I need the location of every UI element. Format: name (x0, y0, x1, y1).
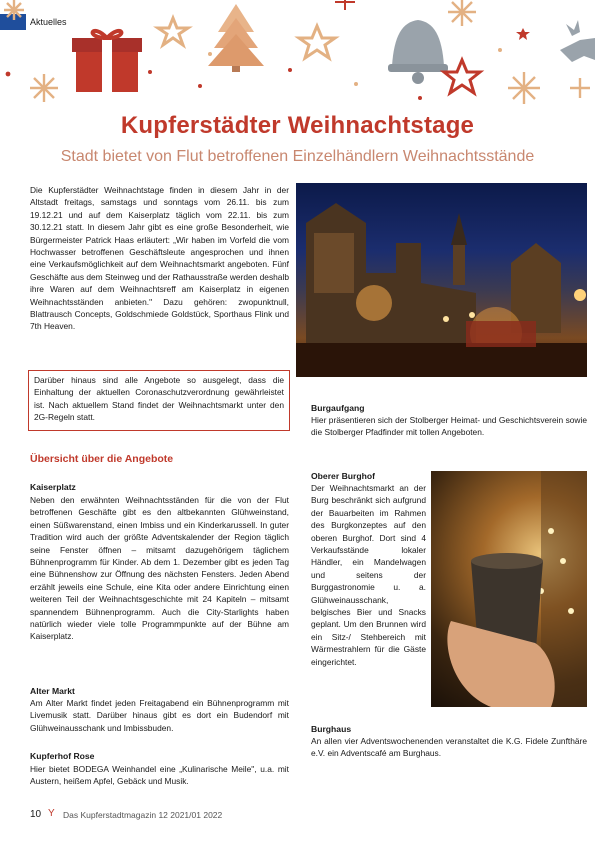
kaiserplatz-text: Neben den erwähnten Weihnachtsständen für die von der Flut betroffenen Geschäfte gibt es den altbekannten Glühweinstand, einen Süßwarenstand, einen Imbiss und ein Kinderkarussell. In guter Tradition wird auch der größte Adventskalender der Region täglich seine Fenster öffnen – mitsamt dazugehörigem täglichem Bühnenprogramm für Kinder. Ab dem 1. Dezember gibt es jeden Tag eine Bühnenshow zur Öffnung des nächsten Fensters. Jeden Abend erzählt jeweils eine Schule, eine Kita oder andere Einrichtung einen weiteren Teil der Weihnachtsgeschichte mit 24 Kapiteln – mitsamt spannendem Bühnenprogramm. Auch die City-Starlights haben natürlich wieder viele tolle Programmpunkte auf der Bühne am Kaiserplatz. (30, 495, 289, 642)
kaiserplatz-heading: Kaiserplatz (30, 482, 76, 492)
section-label: Aktuelles (30, 17, 67, 27)
burgaufgang-text: Hier präsentieren sich der Stolberger Heimat- und Geschichtsverein sowie die Stolberger Pfadfinder mit tollen Angeboten. (311, 415, 587, 438)
christmas-decoration (0, 0, 595, 110)
oberer-burghof-heading: Oberer Burghof (311, 471, 375, 481)
burgaufgang-heading: Burgaufgang (311, 403, 365, 413)
mug-illustration (431, 471, 587, 707)
alter-markt-text: Am Alter Markt findet jeden Freitagabend ein Bühnenprogramm mit Livemusik statt. Darüber hinaus gibt es dort ein Budendorf mit Glühweinausschank und Imbissbuden. (30, 698, 289, 733)
dots-decoration (6, 68, 422, 100)
kupferhof-rose-heading: Kupferhof Rose (30, 751, 95, 761)
star-icon (444, 60, 480, 93)
footer-mark: Y (48, 808, 55, 819)
gift-icon (72, 31, 142, 92)
castle-night-photo (296, 183, 587, 377)
page-number: 10 (30, 809, 42, 820)
magazine-name: Das Kupferstadtmagazin 12 2021/01 2022 (63, 810, 223, 820)
article-title: Kupferstädter Weihnachtstage (120, 112, 475, 139)
article-subtitle: Stadt bietet von Flut betroffenen Einzelhändlern Weihnachtsstände (60, 148, 535, 165)
castle-illustration (296, 183, 587, 377)
snowflake-icon (335, 0, 355, 10)
overview-heading: Übersicht über die Angebote (30, 453, 174, 465)
boxed-note (28, 370, 290, 431)
burghaus-heading: Burghaus (311, 724, 352, 734)
bell-icon (388, 20, 448, 84)
reindeer-icon (560, 20, 595, 62)
intro-paragraph: Die Kupferstädter Weihnachtstage finden in diesem Jahr in der Altstadt freitags, samstags und sonntags vom 26.11. bis zum 19.12.21 und auf dem Kaiserplatz täglich vom 22.11. bis zum 30.12.21 statt. In diesem Jahr gibt es eine große Besonderheit, wie Bürgermeister Patrick Haas erläutert: „Wir haben im Vorfeld die vom Hochwasser betroffenen Geschäftsleute angesprochen und ihnen eine Verkaufsmöglichkeit auf dem Weihnachtsmarkt angeboten. Fünf Geschäfte aus dem Steinweg und der Rathausstraße werden deshalb ihre Waren auf dem Weihnachtsreff am Kaiserplatz in eigenen Weihnachtsständen anbieten." Dazu gehören: zwopunktnull, Blattrausch Concepts, Goldschmiede Goldstück, Sporthaus Flink und 7th Heaven. (30, 185, 289, 332)
burghaus-text: An allen vier Adventswochenenden veranstaltet die K.G. Fidele Zunfthäre e.V. ein Adventscafé am Burghaus. (311, 736, 587, 759)
tree-icon (208, 4, 264, 72)
boxed-note-text: Darüber hinaus sind alle Angebote so ausgelegt, dass die Einhaltung der aktuellen Coronaschutzverordnung gewährleistet ist. Nach aktuellem Stand findet der Weihnachtsmarkt unter den 2G-Regeln statt. (34, 375, 284, 423)
oberer-burghof-text: Der Weihnachtsmarkt an der Burg beschränkt sich aufgrund der Bauarbeiten im Rahmen des Burgkonzeptes auf den oberen Burghof. Dort sind 4 Verkaufsstände lokaler Händler, ein Mandelwagen und seitens der Burggastronomie u. a. Glühweinausschank, belgisches Bier und Snacks geplant. Um den Brunnen wird ein Sitz-/ Stehbereich mit Wärmestrahlern für die Gäste eingerichtet. (311, 483, 426, 667)
alter-markt-heading: Alter Markt (30, 686, 75, 696)
kupferhof-rose-text: Hier bietet BODEGA Weinhandel eine „Kulinarische Meile", u.a. mit Austern, heißem Apfel, Gebäck und Musik. (30, 764, 289, 787)
mulled-wine-photo (431, 471, 587, 707)
